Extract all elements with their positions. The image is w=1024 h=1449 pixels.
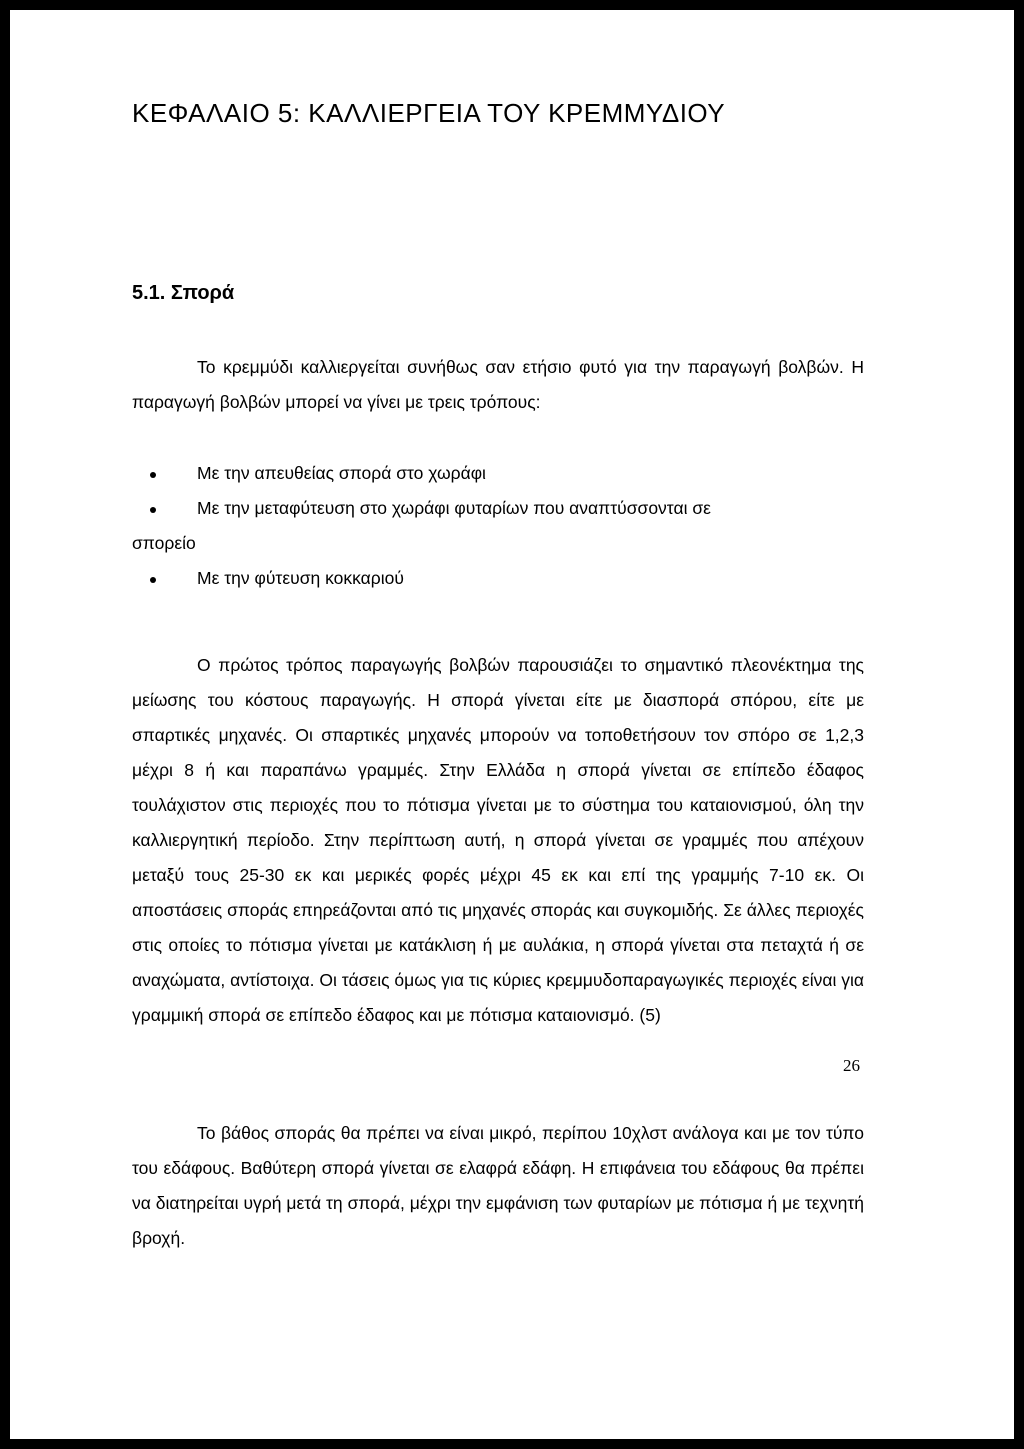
bullet-icon [150,472,156,478]
list-item [132,491,864,561]
list-item [132,456,864,491]
list-item [132,561,864,596]
bullet-icon [150,577,156,583]
bullet-text: Με την μεταφύτευση στο χωράφι φυταρίων που αναπτύσσονται σε [197,498,711,518]
bullet-icon [150,507,156,513]
section-title: 5.1. Σπορά [132,282,235,304]
paragraph-sowing-methods: Ο πρώτος τρόπος παραγωγής βολβών παρουσιάζει το σημαντικό πλεονέκτημα της μείωσης του κόστους παραγωγής. Η σπορά γίνεται είτε με διασπορά σπόρου, είτε με σπαρτικές μηχανές. Οι σπαρτικές μηχανές μπορούν να τοποθετήσουν τον σπόρο σε 1,2,3 μέχρι 8 ή και παραπάνω γραμμές. Στην Ελλάδα η σπορά γίνεται σε επίπεδο έδαφος τουλάχιστον στις περιοχές που το πότισμα γίνεται με το σύστημα του καταιονισμού, όλη την καλλιεργητική περίοδο. Στην περίπτωση αυτή, η σπορά γίνεται σε γραμμές που απέχουν μεταξύ τους 25-30 εκ και μερικές φορές μέχρι 45 εκ και επί της γραμμής 7-10 εκ. Οι αποστάσεις σποράς επηρεάζονται από τις μηχανές σποράς και συγκομιδής. Σε άλλες περιοχές στις οποίες το πότισμα γίνεται με κατάκλιση ή με αυλάκια, η σπορά γίνεται στα πεταχτά ή σε αναχώματα, αντίστοιχα. Οι τάσεις όμως για τις κύριες κρεμμυδοπαραγωγικές περιοχές είναι για γραμμική σπορά σε επίπεδο έδαφος και με πότισμα καταιονισμό. (5) [132,655,864,1025]
bullet-text: Με την απευθείας σπορά στο χωράφι [197,463,486,483]
chapter-title: ΚΕΦΑΛΑΙΟ 5: ΚΑΛΛΙΕΡΓΕΙΑ ΤΟΥ ΚΡΕΜΜΥΔΙΟΥ [132,98,726,128]
page-number: 26 [843,1056,860,1075]
bullet-text: Με την φύτευση κοκκαριού [197,568,404,588]
bullet-continuation: σπορείο [132,533,196,553]
paragraph-sowing-depth: Το βάθος σποράς θα πρέπει να είναι μικρό, περίπου 10χλστ ανάλογα και με τον τύπο του εδάφους. Βαθύτερη σπορά γίνεται σε ελαφρά εδάφη. Η επιφάνεια του εδάφους θα πρέπει να διατηρείται υγρή μετά τη σπορά, μέχρι την εμφάνιση των φυταρίων με πότισμα ή με τεχνητή βροχή. [132,1123,864,1248]
intro-paragraph: Το κρεμμύδι καλλιεργείται συνήθως σαν ετήσιο φυτό για την παραγωγή βολβών. Η παραγωγή βολβών μπορεί να γίνει με τρεις τρόπους: [132,357,864,412]
bullet-list [132,456,864,596]
document-page [10,10,1014,1439]
